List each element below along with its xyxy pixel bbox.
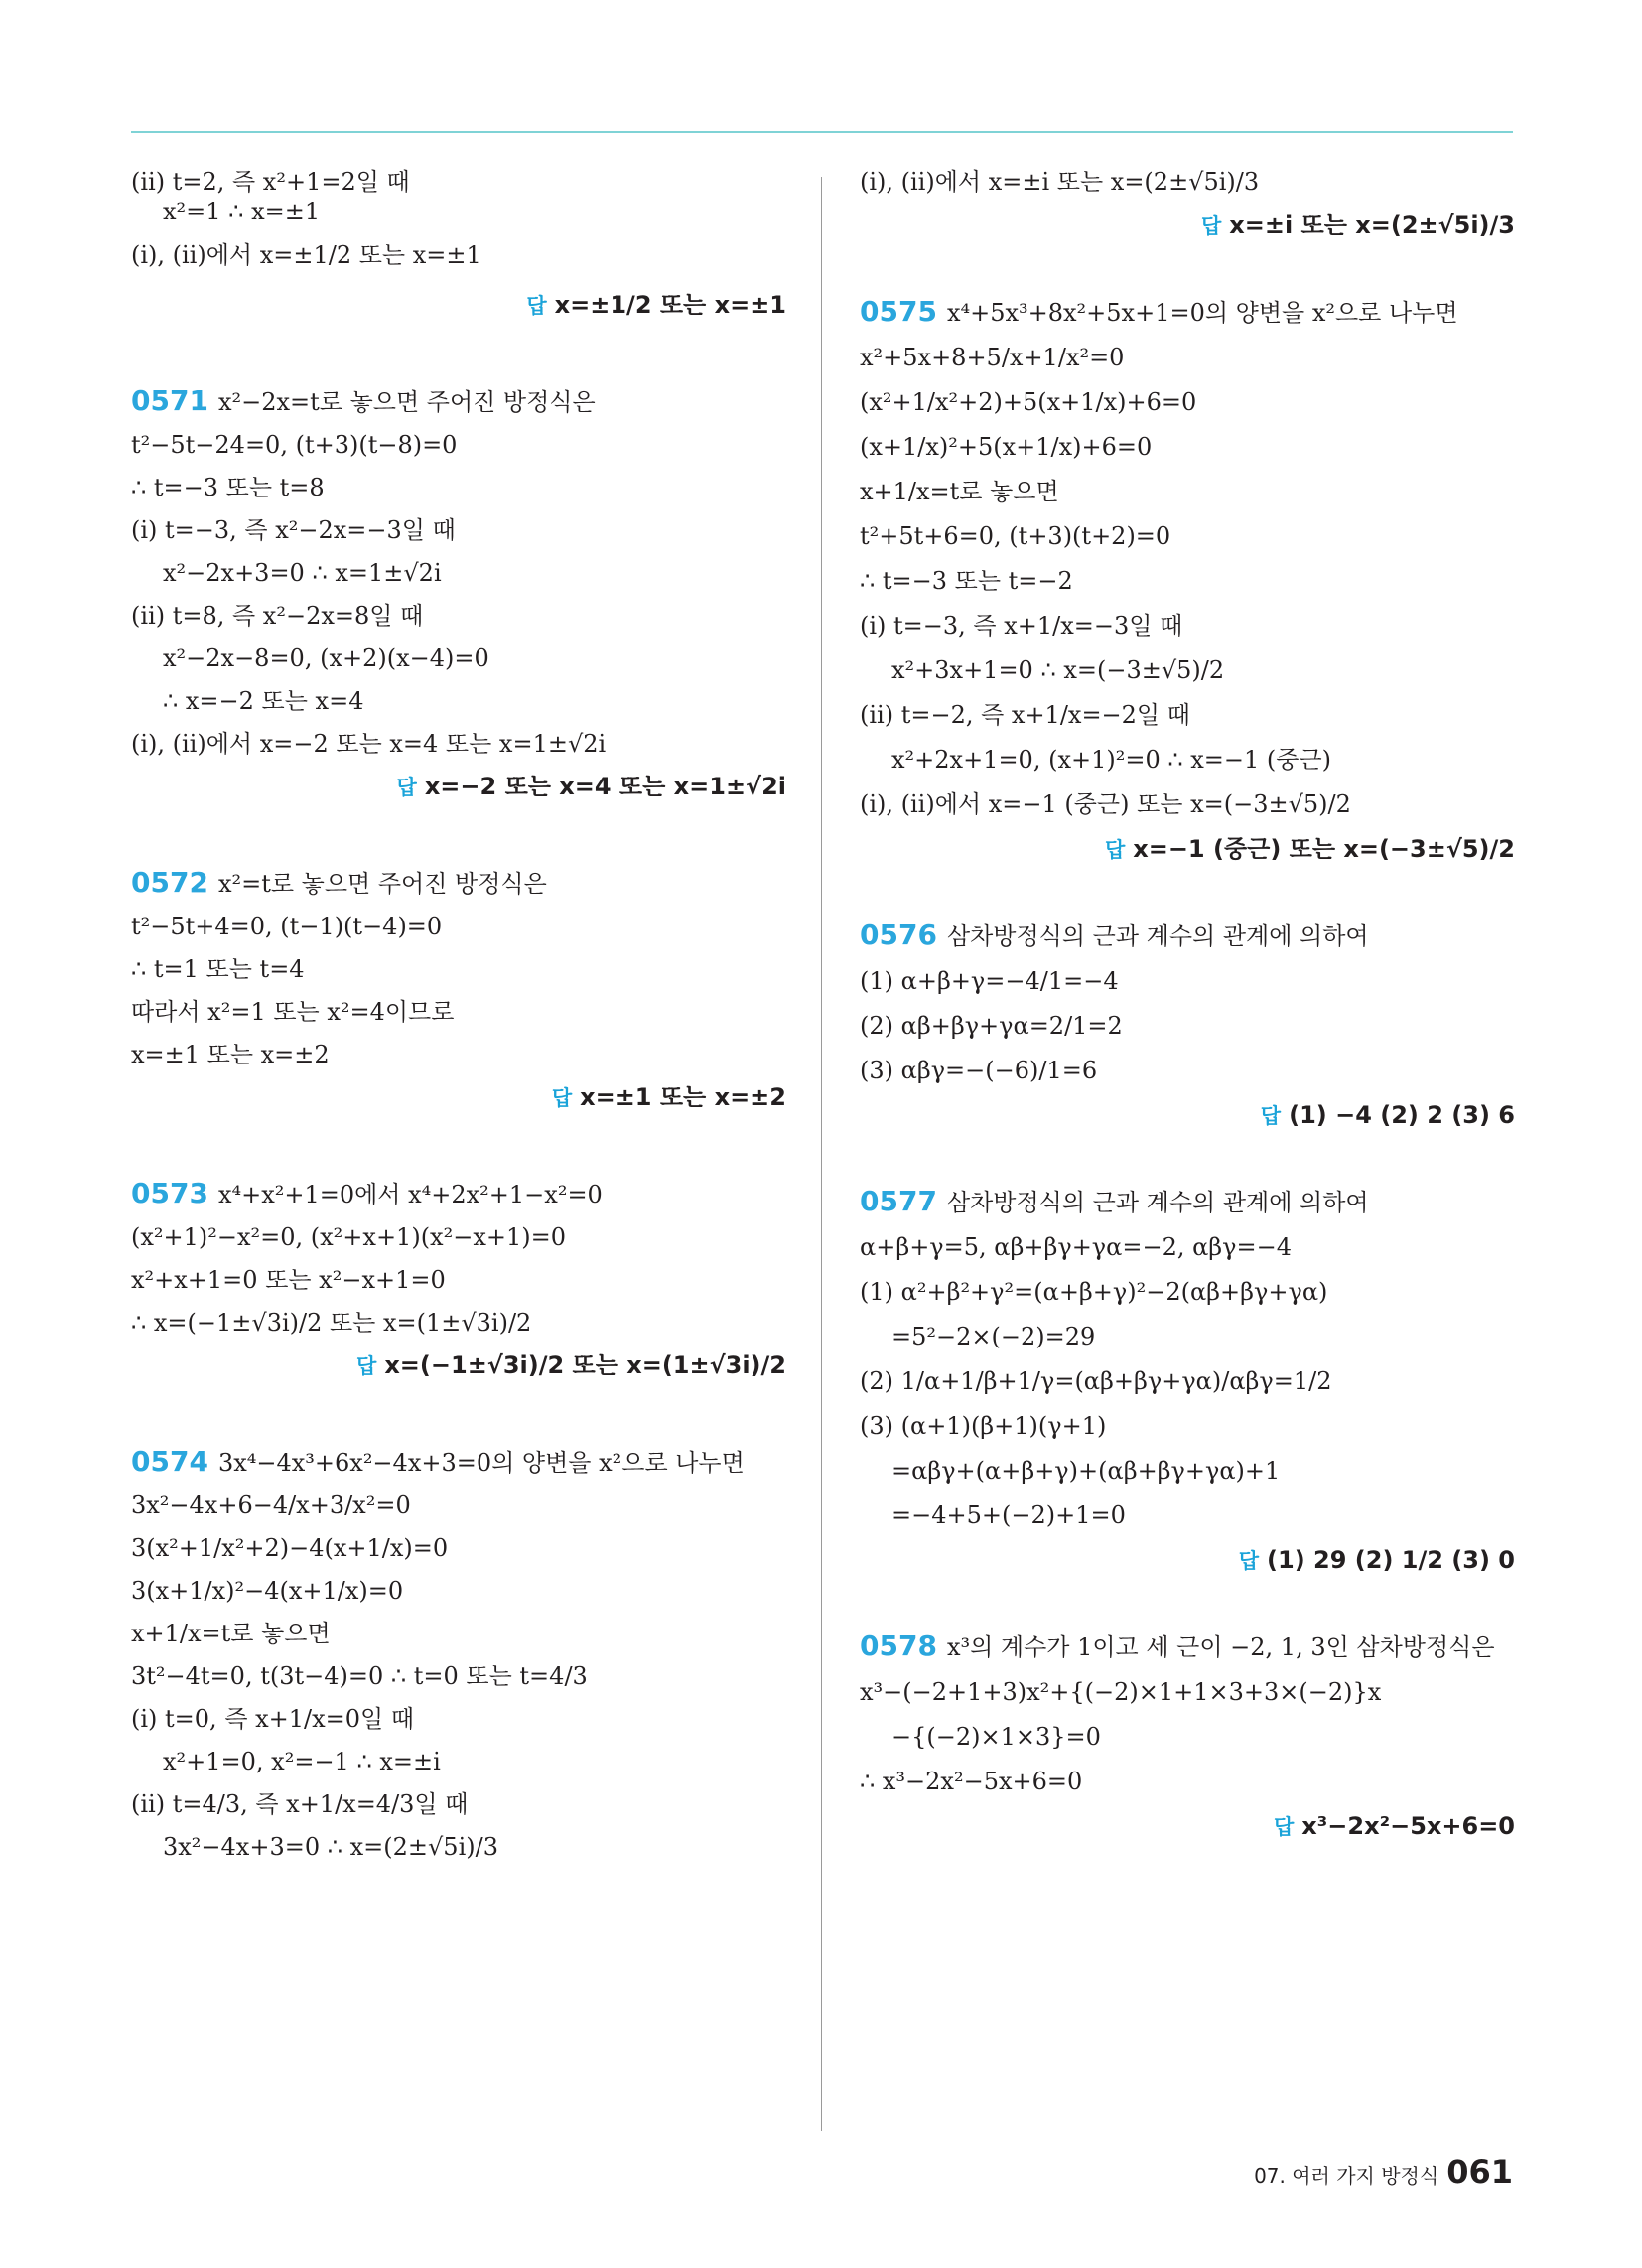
answer-tag: 답	[1200, 214, 1222, 238]
answer-tag: 답	[1260, 1104, 1282, 1128]
problem-heading	[860, 1631, 1515, 1662]
answer-line	[131, 772, 786, 802]
solution-line: (1) α²+β²+γ²=(α+β+γ)²−2(αβ+βγ+γα)	[860, 1278, 1328, 1306]
answer-tag: 답	[526, 294, 547, 318]
solution-line: x²+3x+1=0 ∴ x=(−3±√5)/2	[891, 656, 1225, 684]
solution-line: (1) α+β+γ=−4/1=−4	[860, 967, 1119, 995]
solution-line: α+β+γ=5, αβ+βγ+γα=−2, αβγ=−4	[860, 1233, 1293, 1261]
solution-line: (ⅱ) t=4/3, 즉 x+1/x=4/3일 때	[131, 1790, 469, 1818]
problem-number: 0573	[131, 1177, 208, 1209]
solution-line: (ⅰ) t=0, 즉 x+1/x=0일 때	[131, 1705, 415, 1733]
solution-line: (x²+1/x²+2)+5(x+1/x)+6=0	[860, 388, 1197, 416]
problem-number: 0576	[860, 919, 937, 951]
solution-line: =αβγ+(α+β+γ)+(αβ+βγ+γα)+1	[891, 1457, 1281, 1485]
solution-line: (x²+1)²−x²=0, (x²+x+1)(x²−x+1)=0	[131, 1223, 566, 1251]
answer-value: x³−2x²−5x+6=0	[1301, 1812, 1515, 1840]
solution-line: x²+5x+8+5/x+1/x²=0	[860, 344, 1125, 371]
solution-line: x²+2x+1=0, (x+1)²=0 ∴ x=−1 (중근)	[891, 746, 1332, 774]
solution-line: 따라서 x²=1 또는 x²=4이므로	[131, 998, 455, 1026]
answer-value: x=(−1±√3i)/2 또는 x=(1±√3i)/2	[384, 1351, 786, 1379]
problem-intro: 삼차방정식의 근과 계수의 관계에 의하여	[946, 922, 1369, 950]
answer-line	[860, 1545, 1515, 1576]
column-divider	[821, 177, 822, 2131]
problem-intro: x⁴+x²+1=0에서 x⁴+2x²+1−x²=0	[217, 1181, 603, 1208]
right-column	[860, 167, 1515, 1898]
solution-line: 3x²−4x+3=0 ∴ x=(2±√5i)/3	[163, 1833, 498, 1861]
solution-line: t²−5t−24=0, (t+3)(t−8)=0	[131, 431, 458, 459]
solution-line: x+1/x=t로 놓으면	[131, 1620, 331, 1647]
problem-heading	[860, 921, 1515, 951]
answer-tag: 답	[551, 1086, 573, 1110]
answer-tag: 답	[1104, 838, 1126, 862]
solution-line: −{(−2)×1×3}=0	[891, 1723, 1101, 1751]
solution-line: (2) 1/α+1/β+1/γ=(αβ+βγ+γα)/αβγ=1/2	[860, 1367, 1332, 1395]
answer-value: x=±i 또는 x=(2±√5i)/3	[1229, 212, 1515, 239]
problem-number: 0572	[131, 866, 208, 899]
problem-heading	[131, 386, 786, 417]
solution-line: 3(x+1/x)²−4(x+1/x)=0	[131, 1577, 404, 1605]
answer-value: x=−2 또는 x=4 또는 x=1±√2i	[424, 773, 786, 800]
problem-number: 0571	[131, 384, 208, 417]
problem-intro: 3x⁴−4x³+6x²−4x+3=0의 양변을 x²으로 나누면	[217, 1449, 745, 1477]
answer-tag: 답	[1238, 1549, 1260, 1573]
solution-line: x²−2x−8=0, (x+2)(x−4)=0	[163, 644, 489, 672]
solution-line: x²−2x+3=0 ∴ x=1±√2i	[163, 559, 442, 587]
problem-heading	[860, 1187, 1515, 1217]
left-column	[131, 167, 786, 1875]
solution-line: ∴ t=−3 또는 t=8	[131, 474, 325, 501]
solution-line: ∴ t=1 또는 t=4	[131, 955, 305, 983]
answer-line	[860, 1100, 1515, 1131]
answer-line	[860, 211, 1515, 241]
solution-line: 3t²−4t=0, t(3t−4)=0 ∴ t=0 또는 t=4/3	[131, 1662, 588, 1690]
solution-line: (3) (α+1)(β+1)(γ+1)	[860, 1412, 1107, 1440]
page-footer	[1254, 2153, 1513, 2191]
answer-line	[131, 1082, 786, 1113]
problem-heading	[860, 297, 1515, 328]
problem-intro: x⁴+5x³+8x²+5x+1=0의 양변을 x²으로 나누면	[946, 299, 1458, 327]
solution-line: (ⅱ) t=−2, 즉 x+1/x=−2일 때	[860, 701, 1190, 729]
solution-line: ∴ x³−2x²−5x+6=0	[860, 1768, 1083, 1795]
page-number: 061	[1446, 2153, 1513, 2191]
answer-value: x=±1/2 또는 x=±1	[554, 291, 786, 319]
problem-heading	[131, 1179, 786, 1209]
answer-line	[860, 1811, 1515, 1842]
solution-line: =5²−2×(−2)=29	[891, 1323, 1096, 1350]
solution-line: (ⅰ) t=−3, 즉 x+1/x=−3일 때	[860, 612, 1183, 639]
problem-heading	[131, 1447, 786, 1478]
answer-value: x=−1 (중근) 또는 x=(−3±√5)/2	[1133, 835, 1515, 863]
problem-number: 0577	[860, 1185, 937, 1217]
solution-line: (ⅰ), (ⅱ)에서 x=−1 (중근) 또는 x=(−3±√5)/2	[860, 790, 1351, 818]
problem-heading	[131, 868, 786, 899]
answer-value: (1) 29 (2) 1/2 (3) 0	[1267, 1546, 1515, 1574]
solution-line: x²=1 ∴ x=±1	[163, 198, 321, 225]
solution-line: ∴ x=(−1±√3i)/2 또는 x=(1±√3i)/2	[131, 1309, 532, 1337]
solution-line: ∴ t=−3 또는 t=−2	[860, 567, 1073, 595]
top-rule	[131, 131, 1513, 133]
solution-line: x²+x+1=0 또는 x²−x+1=0	[131, 1266, 446, 1294]
solution-line: =−4+5+(−2)+1=0	[891, 1501, 1126, 1529]
problem-number: 0578	[860, 1630, 937, 1662]
solution-line: (x+1/x)²+5(x+1/x)+6=0	[860, 433, 1153, 461]
problem-intro: x²=t로 놓으면 주어진 방정식은	[217, 870, 547, 898]
solution-line: (ⅰ), (ⅱ)에서 x=±i 또는 x=(2±√5i)/3	[860, 168, 1260, 196]
solution-line: (ⅰ), (ⅱ)에서 x=±1/2 또는 x=±1	[131, 241, 481, 269]
solution-line: x²+1=0, x²=−1 ∴ x=±i	[163, 1748, 441, 1775]
solution-line: x=±1 또는 x=±2	[131, 1041, 330, 1068]
solution-line: 3(x²+1/x²+2)−4(x+1/x)=0	[131, 1534, 449, 1562]
solution-line: 3x²−4x+6−4/x+3/x²=0	[131, 1491, 411, 1519]
solution-line: (ⅱ) t=2, 즉 x²+1=2일 때	[131, 168, 410, 196]
solution-line: (ⅰ), (ⅱ)에서 x=−2 또는 x=4 또는 x=1±√2i	[131, 730, 607, 758]
answer-line	[131, 1350, 786, 1381]
problem-intro: x³의 계수가 1이고 세 근이 −2, 1, 3인 삼차방정식은	[946, 1633, 1495, 1661]
solution-line: (ⅱ) t=8, 즉 x²−2x=8일 때	[131, 602, 424, 630]
problem-number: 0575	[860, 295, 937, 328]
solution-line: (ⅰ) t=−3, 즉 x²−2x=−3일 때	[131, 516, 456, 544]
problem-intro: 삼차방정식의 근과 계수의 관계에 의하여	[946, 1189, 1369, 1216]
problem-number: 0574	[131, 1445, 208, 1478]
solution-line: (2) αβ+βγ+γα=2/1=2	[860, 1012, 1123, 1040]
answer-tag: 답	[356, 1354, 377, 1378]
answer-line	[131, 290, 786, 321]
answer-line	[860, 834, 1515, 865]
answer-tag: 답	[1274, 1815, 1295, 1839]
answer-value: (1) −4 (2) 2 (3) 6	[1289, 1101, 1515, 1129]
solution-line: (3) αβγ=−(−6)/1=6	[860, 1057, 1098, 1084]
solution-line: ∴ x=−2 또는 x=4	[163, 687, 364, 715]
solution-line: x³−(−2+1+3)x²+{(−2)×1+1×3+3×(−2)}x	[860, 1678, 1382, 1706]
answer-value: x=±1 또는 x=±2	[580, 1083, 786, 1111]
answer-tag: 답	[396, 776, 417, 799]
solution-line: x+1/x=t로 놓으면	[860, 478, 1059, 505]
solution-line: t²−5t+4=0, (t−1)(t−4)=0	[131, 913, 443, 940]
solution-line: t²+5t+6=0, (t+3)(t+2)=0	[860, 522, 1171, 550]
problem-intro: x²−2x=t로 놓으면 주어진 방정식은	[217, 388, 596, 416]
chapter-title: 07. 여러 가지 방정식	[1254, 2164, 1439, 2188]
